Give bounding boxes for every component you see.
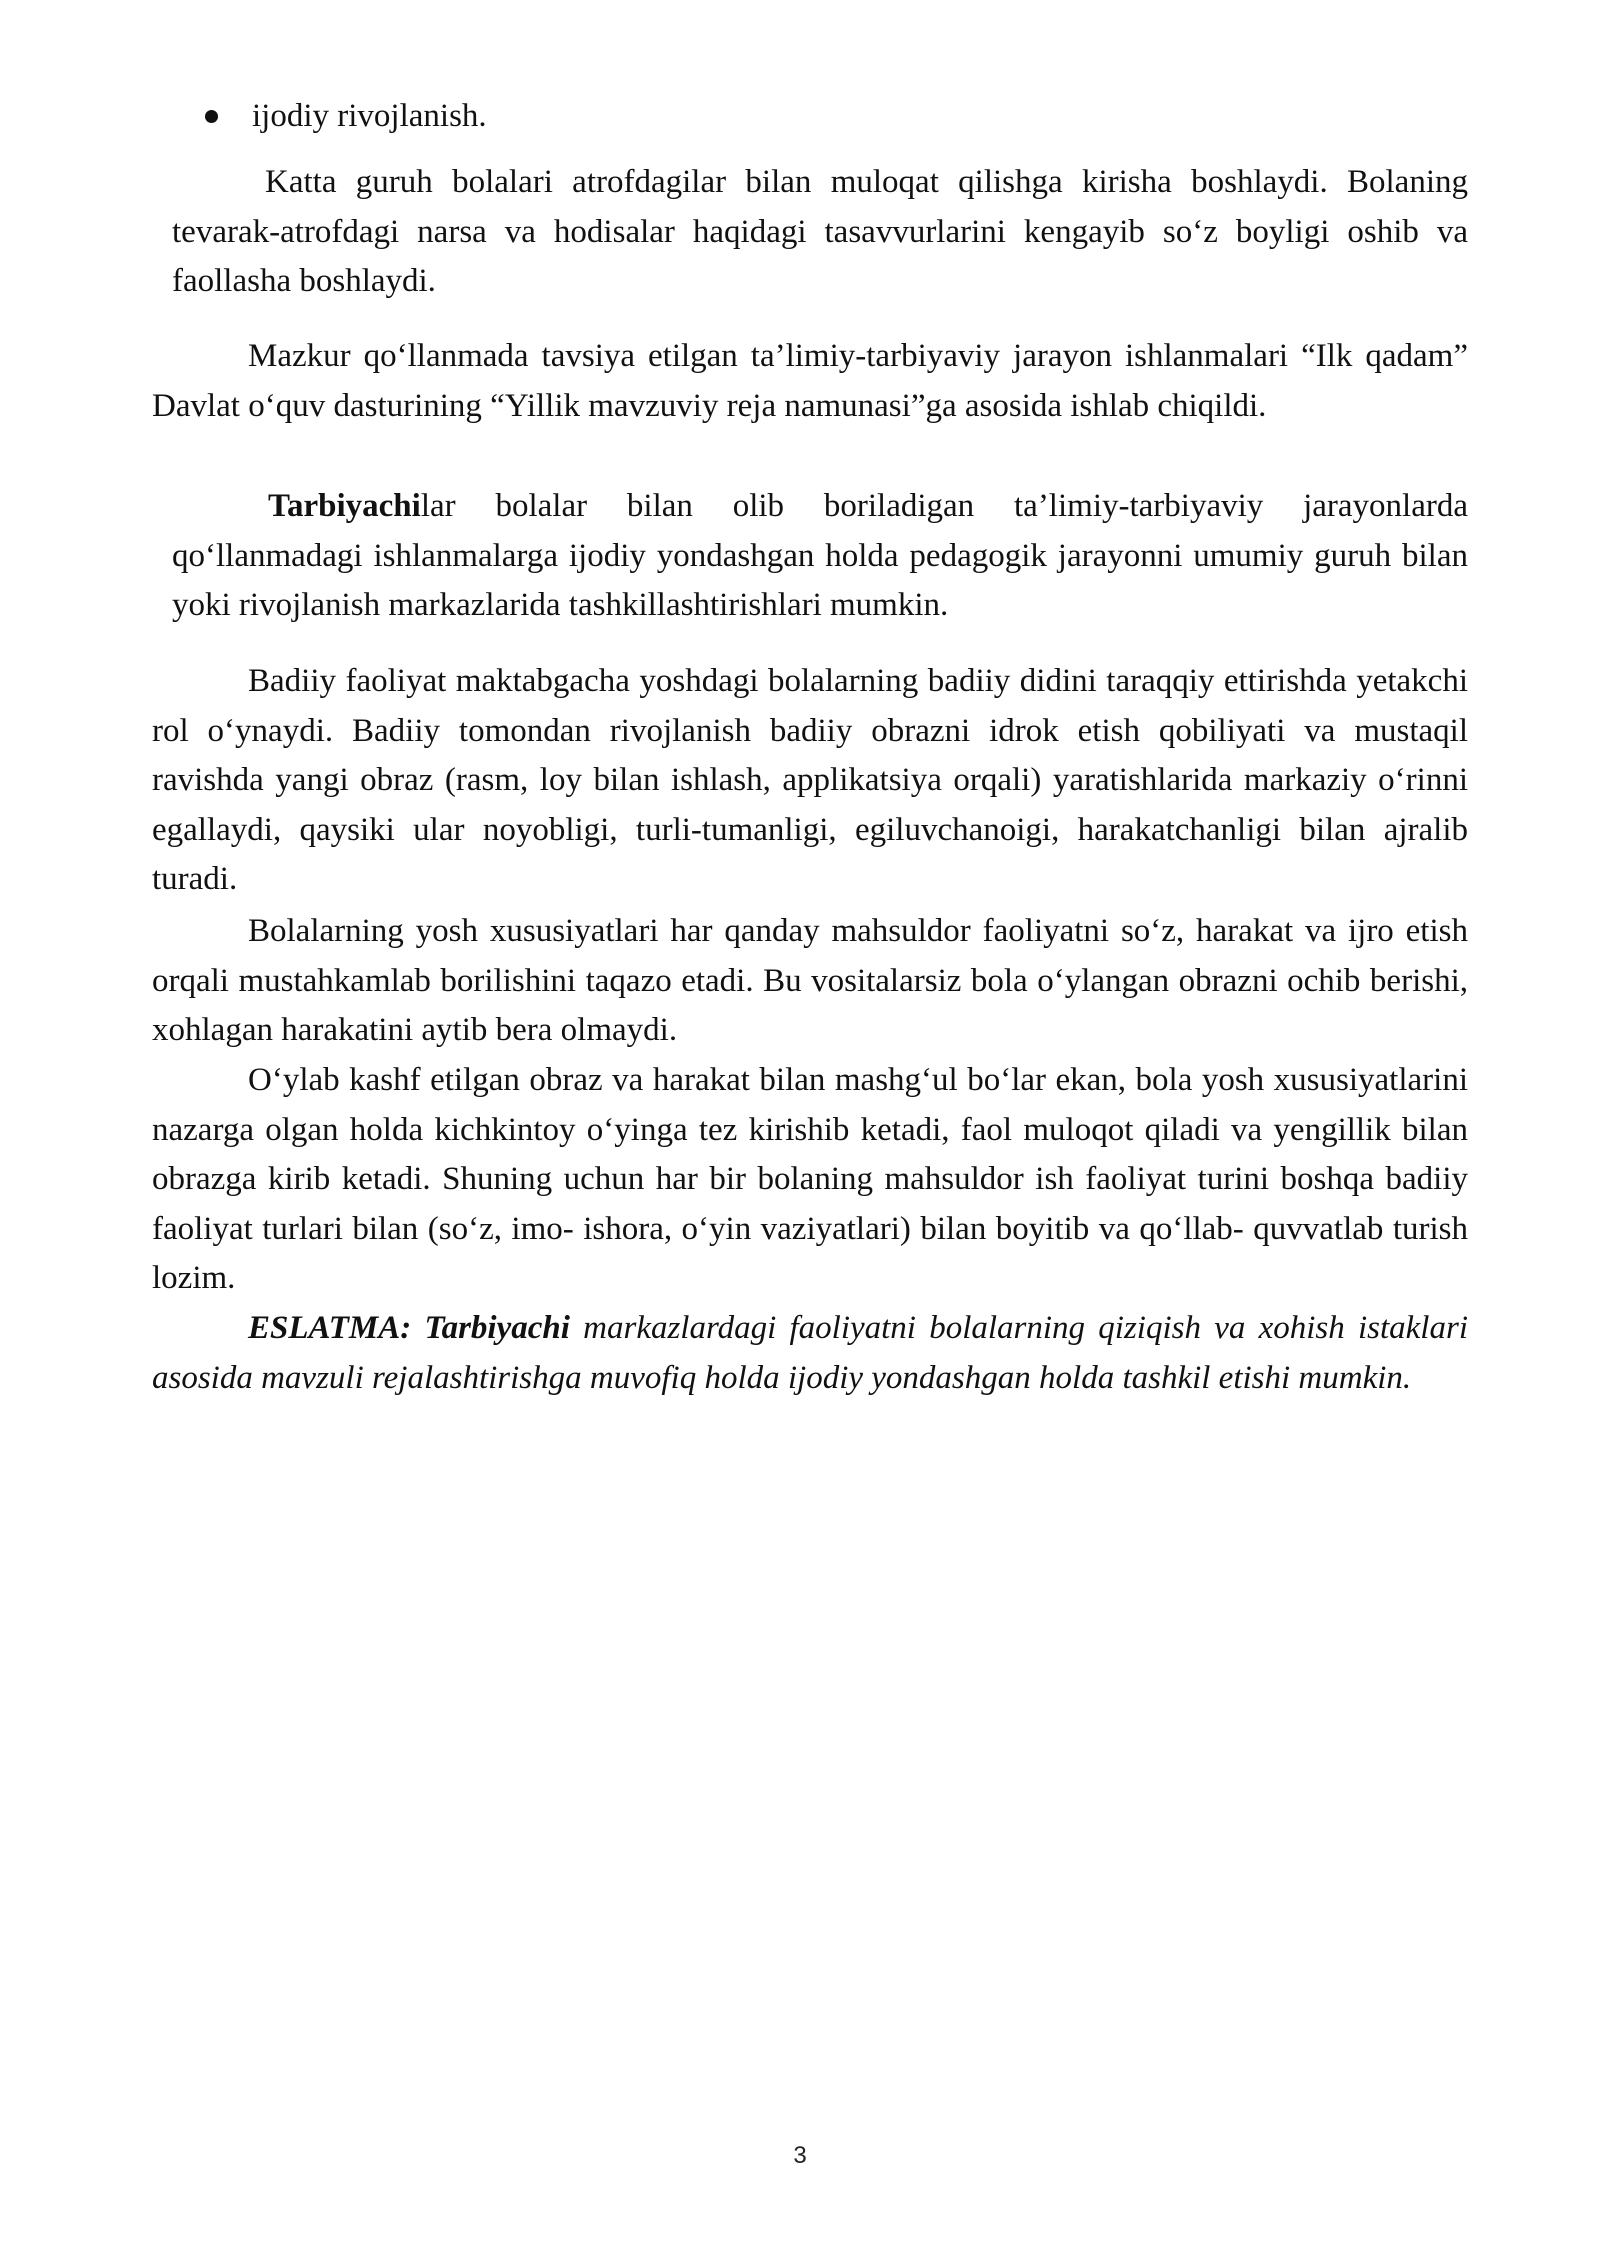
paragraph-art-activity: Badiiy faoliyat maktabgacha yoshdagi bolalarning badiiy didini taraqqiy ettirishda yetakchi rol o‘ynaydi. Badiiy tomondan rivojlanish badiiy obrazni idrok etish qobiliyati va mustaqil ravishda yangi obraz (rasm, loy bilan ishlash, applikatsiya orqali) yaratishlarida markaziy o‘rinni egallaydi, qaysiki ular noyobligi, turli-tumanligi, egiluvchanoigi, harakatchanligi bilan ajralib turadi. — [152, 663, 1468, 897]
paragraph-educators — [172, 482, 1468, 631]
page-number: 3 — [793, 2142, 807, 2169]
paragraph-educators-text: lar bolalar bilan olib boriladigan ta’limiy-tarbiyaviy jarayonlarda qo‘llanmadagi ishlanmalarga ijodiy yondashgan holda pedagogik jarayonni umumiy guruh bilan yoki rivojlanish markazlarida tashkillashtirishlari mumkin. — [172, 488, 1468, 623]
paragraph-older-group: Katta guruh bolalari atrofdagilar bilan muloqat qilishga kirisha boshlaydi. Bolaning tevarak-atrofdagi narsa va hodisalar haqidagi tasavvurlarini kengayib so‘z boyligi oshib va faollasha boshlaydi. — [172, 164, 1468, 299]
bullet-list-item — [205, 92, 487, 142]
paragraph-age-features: Bolalarning yosh xususiyatlari har qanday mahsuldor faoliyatni so‘z, harakat va ijro etish orqali mustahkamlab borilishini taqazo etadi. Bu vositalarsiz bola o‘ylangan obrazni ochib berishi, xohlagan harakatini aytib bera olmaydi. — [152, 913, 1468, 1048]
bullet-icon — [205, 110, 218, 123]
note-label: ESLATMA: Tarbiyachi — [248, 1310, 570, 1346]
note-text: markazlardagi faoliyatni bolalarning qiziqish va xohish istaklari asosida mavzuli rejalashtirishga muvofiq holda ijodiy yondashgan holda tashkil etishi mumkin. — [152, 1310, 1468, 1396]
bullet-text: ijodiy rivojlanish. — [252, 98, 487, 134]
paragraph-note — [152, 1304, 1468, 1403]
educator-term: Tarbiyachi — [268, 488, 421, 524]
paragraph-guide-basis: Mazkur qo‘llanmada tavsiya etilgan ta’limiy-tarbiyaviy jarayon ishlanmalari “Ilk qadam” Davlat o‘quv dasturining “Yillik mavzuviy reja namunasi”ga asosida ishlab chiqildi. — [152, 338, 1468, 424]
paragraph-image-action: O‘ylab kashf etilgan obraz va harakat bilan mashg‘ul bo‘lar ekan, bola yosh xususiyatlarini nazarga olgan holda kichkintoy o‘yinga tez kirishib ketadi, faol muloqot qiladi va yengillik bilan obrazga kirib ketadi. Shuning uchun har bir bolaning mahsuldor ish faoliyat turini boshqa badiiy faoliyat turlari bilan (so‘z, imo- ishora, o‘yin vaziyatlari) bilan boyitib va qo‘llab- quvvatlab turish lozim. — [152, 1062, 1468, 1296]
